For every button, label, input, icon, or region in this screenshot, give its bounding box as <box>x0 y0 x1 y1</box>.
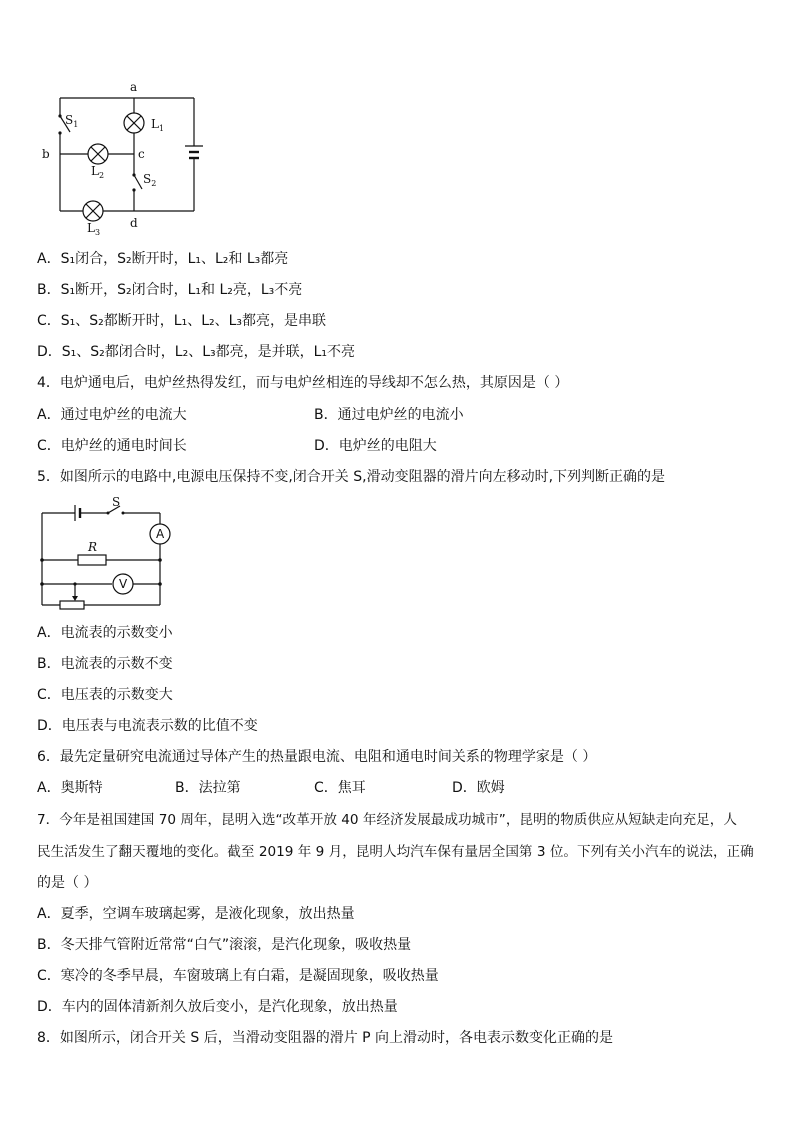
q6-option-c: C．焦耳 <box>314 780 366 796</box>
q6-option-b: B．法拉第 <box>175 780 241 796</box>
s2-label: $S_2$ <box>143 172 157 188</box>
ammeter-icon: A <box>156 527 165 541</box>
q7-stem-line-3: 的是（ ） <box>37 875 98 891</box>
q3-option-a: A．S₁闭合，S₂断开时，L₁、L₂和 L₃都亮 <box>37 251 289 267</box>
q7-stem-line-1: 7．今年是祖国建国 70 周年，昆明入选“改革开放 40 年经济发展最成功城市”，昆明的物质供应从短缺走向充足，人 <box>37 812 737 828</box>
l3-label: $L_3$ <box>87 221 101 237</box>
l2-label: $L_2$ <box>91 164 105 180</box>
q3-option-c: C．S₁、S₂都断开时，L₁、L₂、L₃都亮，是串联 <box>37 313 327 329</box>
q5-stem: 5．如图所示的电路中,电源电压保持不变,闭合开关 S,滑动变阻器的滑片向左移动时,下列判断正确的是 <box>37 469 666 485</box>
q5-option-d: D．电压表与电流表示数的比值不变 <box>37 718 258 734</box>
q4-option-c: C．电炉丝的通电时间长 <box>37 438 187 454</box>
q3-option-b: B．S₁断开，S₂闭合时，L₁和 L₂亮，L₃不亮 <box>37 282 303 298</box>
q4-option-b: B．通过电炉丝的电流小 <box>314 407 464 423</box>
q4-stem: 4．电炉通电后，电炉丝热得发红，而与电炉丝相连的导线却不怎么热，其原因是（ ） <box>37 375 569 391</box>
s1-label: $S_1$ <box>65 113 79 129</box>
q4-option-d: D．电炉丝的电阻大 <box>314 438 437 454</box>
q7-option-c: C．寒冷的冬季早晨，车窗玻璃上有白霜，是凝固现象，吸收热量 <box>37 968 439 984</box>
node-a-label: a <box>130 80 138 94</box>
q4-option-a: A．通过电炉丝的电流大 <box>37 407 187 423</box>
switch-s-label: S <box>112 495 121 509</box>
q6-stem: 6．最先定量研究电流通过导体产生的热量跟电流、电阻和通电时间关系的物理学家是（ ） <box>37 749 597 765</box>
q7-stem-line-2: 民生活发生了翻天覆地的变化。截至 2019 年 9 月，昆明人均汽车保有量居全国第 3 位。下列有关小汽车的说法，正确 <box>37 844 754 860</box>
q5-option-b: B．电流表的示数不变 <box>37 656 173 672</box>
q5-option-c: C．电压表的示数变大 <box>37 687 173 703</box>
q3-option-d: D．S₁、S₂都闭合时，L₂、L₃都亮，是并联，L₁不亮 <box>37 344 356 360</box>
l1-label: $L_1$ <box>151 117 165 133</box>
q6-option-a: A．奥斯特 <box>37 780 103 796</box>
voltmeter-icon: V <box>119 577 128 591</box>
circuit-diagram-2 <box>30 495 180 615</box>
circuit-diagram-1 <box>0 0 260 245</box>
q6-option-d: D．欧姆 <box>452 780 505 796</box>
node-c-label: c <box>138 147 145 161</box>
node-b-label: b <box>42 147 50 161</box>
q7-option-d: D．车内的固体清新剂久放后变小，是汽化现象，放出热量 <box>37 999 398 1015</box>
node-d-label: d <box>130 216 138 230</box>
q8-stem: 8．如图所示，闭合开关 S 后，当滑动变阻器的滑片 P 向上滑动时，各电表示数变化正确的是 <box>37 1030 614 1046</box>
q7-option-a: A．夏季，空调车玻璃起雾，是液化现象，放出热量 <box>37 906 355 922</box>
resistor-r-label: R <box>88 540 98 554</box>
q5-option-a: A．电流表的示数变小 <box>37 625 173 641</box>
q7-option-b: B．冬天排气管附近常常“白气”滚滚，是汽化现象，吸收热量 <box>37 937 412 953</box>
